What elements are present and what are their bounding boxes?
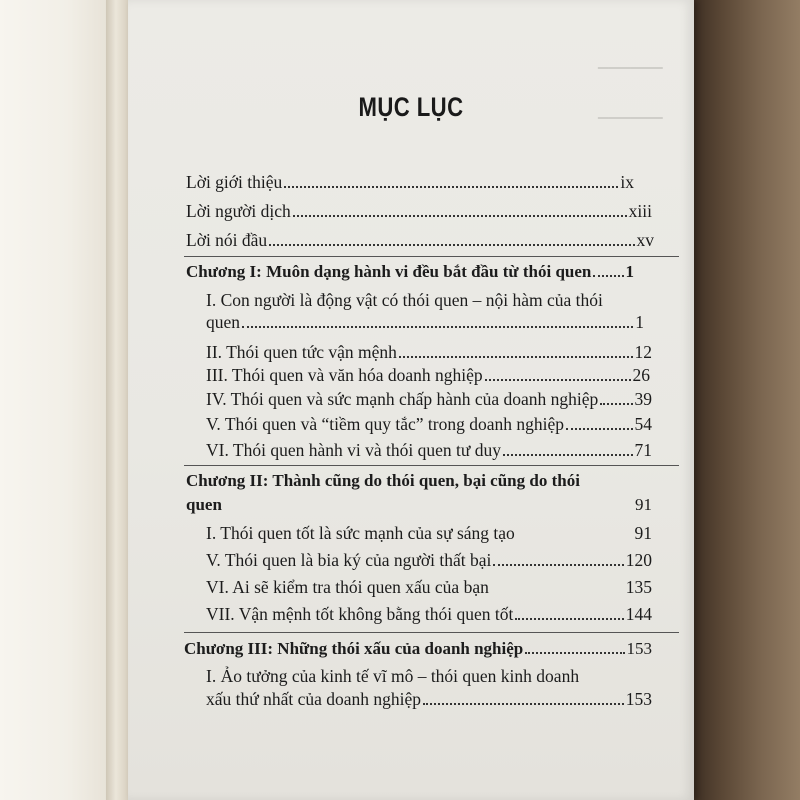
leader-dots bbox=[485, 379, 631, 381]
toc-entry-label: Lời nói đầu bbox=[186, 230, 268, 250]
toc-entry-label: VI. Ai sẽ kiểm tra thói quen xấu của bạn bbox=[206, 577, 489, 597]
toc-entry-page: 26 bbox=[632, 365, 650, 385]
leader-dots bbox=[593, 275, 623, 277]
toc-entry-label: VI. Thói quen hành vi và thói quen tư duy bbox=[206, 440, 501, 460]
leader-dots bbox=[515, 618, 623, 620]
toc-entry-wrapped-line: I. Con người là động vật có thói quen – nội hàm của thói bbox=[206, 290, 603, 310]
toc-entry-label: Lời giới thiệu bbox=[186, 172, 283, 192]
toc-entry bbox=[206, 365, 650, 386]
table-backdrop bbox=[690, 0, 800, 800]
table-of-contents bbox=[128, 0, 694, 800]
leader-dots bbox=[399, 356, 633, 358]
chapter-title-line: Chương II: Thành cũng do thói quen, bại cũng do thói bbox=[186, 471, 580, 490]
toc-entry bbox=[206, 604, 652, 625]
toc-entry bbox=[186, 201, 652, 222]
leader-dots bbox=[269, 244, 634, 246]
toc-entry-page: xv bbox=[636, 230, 654, 250]
toc-entry-page: 54 bbox=[634, 414, 652, 434]
leader-dots bbox=[293, 215, 627, 217]
toc-entry bbox=[206, 523, 652, 544]
toc-entry bbox=[206, 389, 652, 410]
chapter-heading bbox=[184, 639, 652, 659]
page-title: MỤC LỤC bbox=[358, 92, 464, 122]
toc-entry-label: VII. Vận mệnh tốt không bằng thói quen tốt bbox=[206, 604, 514, 624]
book-spine bbox=[106, 0, 128, 800]
toc-entry bbox=[206, 312, 644, 333]
toc-entry bbox=[206, 550, 652, 571]
toc-entry-label: I. Thói quen tốt là sức mạnh của sự sáng tạo bbox=[206, 523, 515, 543]
chapter-heading bbox=[186, 262, 634, 282]
toc-entry bbox=[206, 577, 652, 598]
toc-entry bbox=[206, 414, 652, 435]
toc-entry-label: Lời người dịch bbox=[186, 201, 291, 221]
leader-dots bbox=[503, 454, 633, 456]
toc-entry-label: V. Thói quen và “tiềm quy tắc” trong doanh nghiệp bbox=[206, 414, 565, 434]
toc-entry-page: 12 bbox=[634, 342, 652, 362]
divider bbox=[184, 256, 679, 257]
toc-entry bbox=[186, 230, 654, 251]
toc-entry-page: xiii bbox=[628, 201, 652, 221]
leader-dots bbox=[525, 652, 624, 654]
book-page bbox=[128, 0, 694, 800]
toc-entry-page: 71 bbox=[634, 440, 652, 460]
toc-entry-label: quen bbox=[206, 312, 241, 332]
chapter-title: Chương III: Những thói xấu của doanh nghiệp bbox=[184, 639, 524, 658]
toc-entry-page: 135 bbox=[625, 577, 652, 597]
toc-entry-page: ix bbox=[620, 172, 634, 192]
toc-entry-label: IV. Thói quen và sức mạnh chấp hành của doanh nghiệp bbox=[206, 389, 599, 409]
chapter-page: 153 bbox=[626, 639, 652, 658]
toc-entry-page: 91 bbox=[634, 523, 652, 543]
chapter-title: quen bbox=[186, 495, 222, 514]
leader-dots bbox=[242, 326, 633, 328]
toc-entry-page: 144 bbox=[625, 604, 652, 624]
show-through-text: ▔▔▔▔▔▔ bbox=[598, 69, 663, 84]
toc-entry-page: 153 bbox=[625, 689, 652, 709]
toc-entry-page: 1 bbox=[635, 312, 644, 332]
toc-entry-label: V. Thói quen là bia ký của người thất bại bbox=[206, 550, 492, 570]
leader-dots bbox=[284, 186, 618, 188]
toc-entry-label: III. Thói quen và văn hóa doanh nghiệp bbox=[206, 365, 483, 385]
leader-dots bbox=[600, 403, 632, 405]
divider bbox=[184, 632, 679, 633]
leader-dots bbox=[566, 428, 632, 430]
leader-dots bbox=[493, 564, 623, 566]
toc-entry-label: II. Thói quen tức vận mệnh bbox=[206, 342, 397, 362]
show-through-text: ▔▔▔▔▔▔ bbox=[598, 119, 663, 134]
left-page-backdrop bbox=[0, 0, 112, 800]
toc-entry bbox=[186, 172, 634, 193]
chapter-page: 91 bbox=[635, 495, 652, 514]
toc-entry-wrapped-line: I. Ảo tưởng của kinh tế vĩ mô – thói quen kinh doanh bbox=[206, 666, 580, 686]
divider bbox=[184, 465, 679, 466]
toc-entry bbox=[206, 689, 652, 710]
toc-entry bbox=[206, 342, 652, 363]
chapter-page: 1 bbox=[625, 262, 634, 281]
chapter-heading bbox=[186, 495, 652, 515]
leader-dots bbox=[423, 703, 624, 705]
toc-entry-page: 39 bbox=[634, 389, 652, 409]
chapter-title: Chương I: Muôn dạng hành vi đều bắt đầu từ thói quen bbox=[186, 262, 592, 281]
toc-entry bbox=[206, 440, 652, 461]
toc-entry-page: 120 bbox=[625, 550, 652, 570]
toc-entry-label: xấu thứ nhất của doanh nghiệp bbox=[206, 689, 422, 709]
